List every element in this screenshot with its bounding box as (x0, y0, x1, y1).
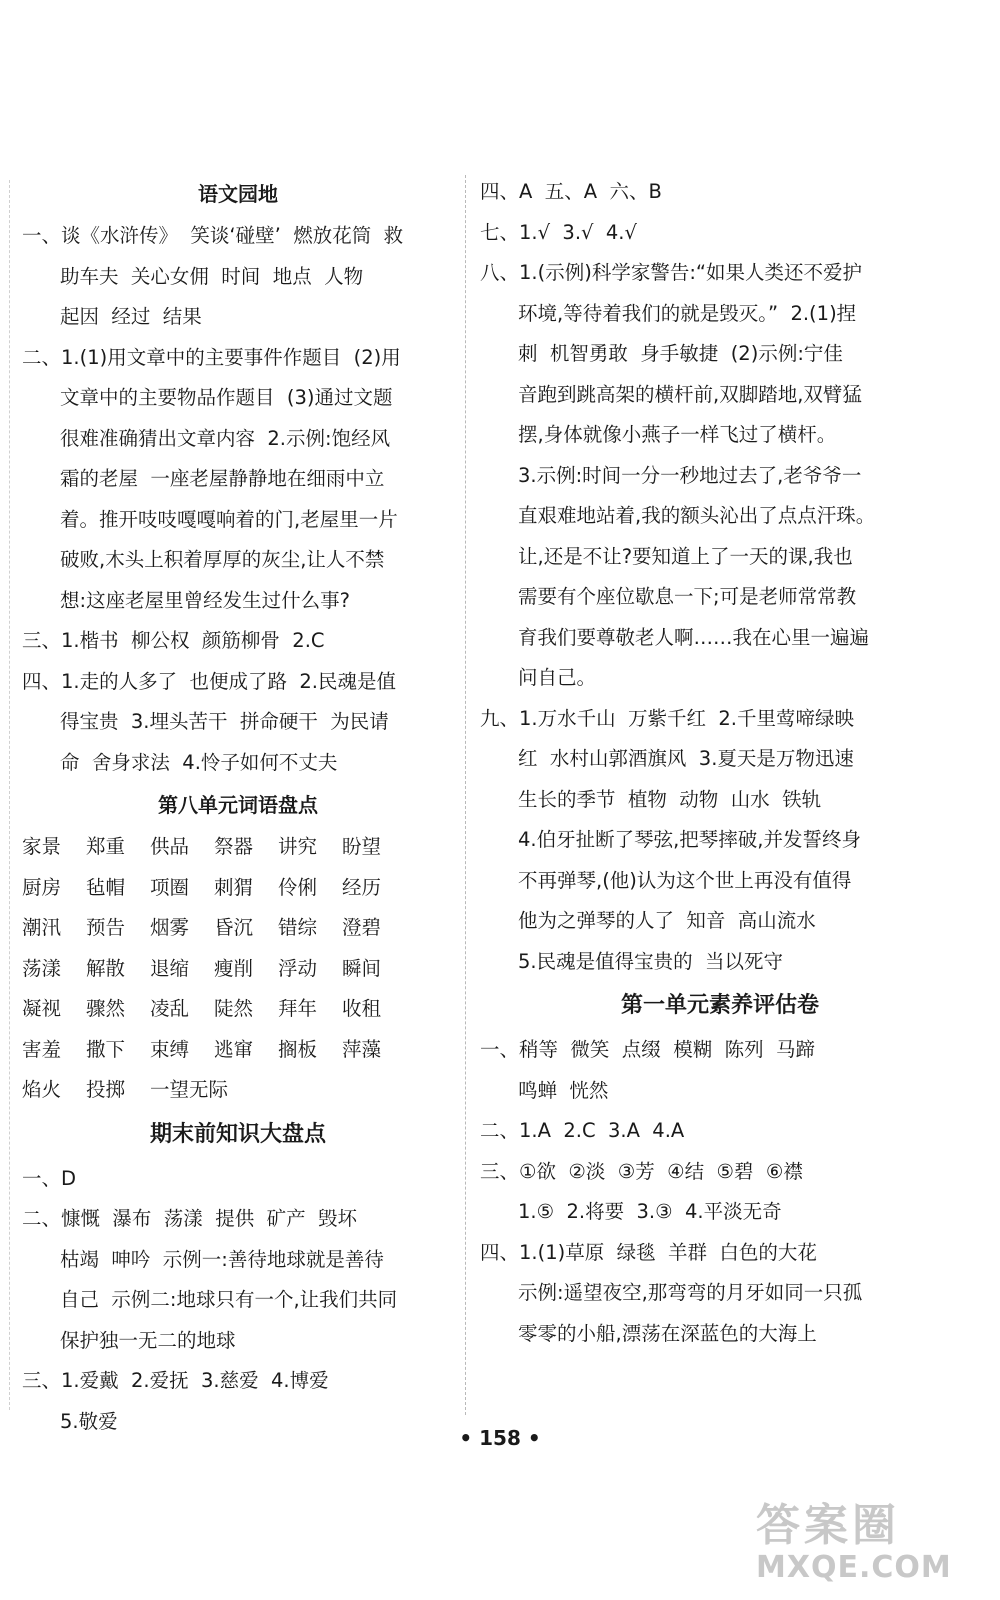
vocab-word: 伶俐 (278, 875, 318, 899)
answer-line: 零零的小船,漂荡在深蓝色的大海上 (518, 1321, 817, 1345)
answer-line: 着。推开吱吱嘎嘎响着的门,老屋里一片 (60, 507, 398, 531)
vocab-word: 家景 (22, 835, 62, 858)
vocab-word: 荡漾 (22, 956, 62, 980)
vocab-word: 盼望 (342, 835, 382, 858)
answer-line: 破败,木头上积着厚厚的灰尘,让人不禁 (60, 548, 385, 571)
vocab-word: 郑重 (86, 835, 126, 858)
answer-line: 四、A 五、A 六、B (480, 180, 662, 203)
vocab-word: 害羞 (22, 1037, 62, 1061)
answer-line: 八、1.(示例)科学家警告:“如果人类还不爱护 (480, 261, 862, 284)
answer-line: 他为之弹琴的人了 知音 高山流水 (518, 909, 816, 932)
section-heading-unit8-words: 第八单元词语盘点 (158, 793, 318, 817)
vocab-word: 解散 (86, 956, 126, 980)
vocab-word: 收租 (342, 997, 382, 1020)
answer-line: 保护独一无二的地球 (60, 1328, 236, 1352)
vocab-word: 逃窜 (214, 1037, 254, 1061)
answer-line: 1.⑤ 2.将要 3.③ 4.平淡无奇 (518, 1200, 782, 1223)
page-number: • 158 • (459, 1426, 541, 1450)
vocab-word: 浮动 (278, 956, 318, 980)
answer-line: 三、1.爱戴 2.爱抚 3.慈爱 4.博爱 (22, 1369, 329, 1392)
answer-line: 3.示例:时间一分一秒地过去了,老爷爷一 (518, 463, 862, 487)
answer-line: 一、谈《水浒传》 笑谈‘碰壁’ 燃放花筒 救 (22, 224, 404, 247)
answer-line: 问自己。 (518, 666, 597, 689)
word-row (22, 908, 454, 949)
vocab-word: 项圈 (150, 875, 190, 899)
answer-line: 一、D (22, 1166, 77, 1190)
answer-line: 霜的老屋 一座老屋静静地在细雨中立 (60, 467, 385, 490)
answer-line: 很难准确猜出文章内容 2.示例:饱经风 (60, 426, 391, 450)
vocab-word: 潮汛 (22, 916, 62, 939)
answer-line: 想:这座老屋里曾经发生过什么事? (60, 588, 350, 612)
vocab-word: 退缩 (150, 956, 190, 980)
vocab-word: 瞬间 (342, 956, 382, 980)
watermark-mark: 答案圈 (756, 1500, 900, 1551)
answer-line: 七、1.√ 3.√ 4.√ (480, 220, 637, 244)
vocab-word: 预告 (86, 916, 126, 939)
final-review-answers (22, 1159, 454, 1443)
section-heading-yuwen-yuandi: 语文园地 (198, 182, 278, 206)
vocab-word: 错综 (278, 916, 318, 939)
answer-line: 命 舍身求法 4.怜子如何不丈夫 (60, 750, 338, 774)
answer-line: 5.敬爱 (60, 1409, 118, 1433)
answer-line: 生长的季节 植物 动物 山水 铁轨 (518, 787, 822, 811)
answer-line: 四、1.(1)草原 绿毯 羊群 白色的大花 (480, 1240, 817, 1264)
word-row (22, 827, 454, 868)
answer-line: 摆,身体就像小燕子一样飞过了横杆。 (518, 423, 837, 446)
vocab-word: 祭器 (214, 835, 254, 858)
answer-line: 鸣蝉 恍然 (518, 1078, 609, 1102)
vocab-word: 投掷 (86, 1078, 126, 1101)
vocab-word: 供品 (150, 835, 190, 858)
answer-line: 需要有个座位歇息一下;可是老师常常教 (518, 585, 857, 608)
answer-line: 音跑到跳高架的横杆前,双脚踏地,双臂猛 (518, 382, 862, 406)
answer-line: 二、1.(1)用文章中的主要事件作题目 (2)用 (22, 345, 401, 369)
vocab-word: 毡帽 (86, 875, 126, 899)
answer-line: 四、1.走的人多了 也便成了路 2.民魂是值 (22, 669, 397, 693)
yuwen-yuandi-answers (22, 216, 454, 783)
section-heading-unit1-assessment: 第一单元素养评估卷 (620, 993, 819, 1018)
vocab-word: 刺猬 (214, 875, 254, 899)
answer-line: 二、1.A 2.C 3.A 4.A (480, 1119, 685, 1142)
answer-line: 育我们要尊敬老人啊……我在心里一遍遍 (518, 625, 870, 649)
vocab-word: 骤然 (86, 997, 126, 1020)
right-column (480, 172, 960, 1354)
answer-line: 环境,等待着我们的就是毁灭。” 2.(1)捏 (518, 301, 857, 325)
answer-line: 二、慷慨 瀑布 荡漾 提供 矿产 毁坏 (22, 1207, 357, 1230)
vocab-word: 陡然 (214, 997, 254, 1020)
vocab-word: 经历 (342, 875, 382, 899)
vocab-word: 萍藻 (342, 1037, 382, 1061)
answer-line: 自己 示例二:地球只有一个,让我们共同 (60, 1288, 398, 1311)
answer-line: 直艰难地站着,我的额头沁出了点点汗珠。 (518, 504, 876, 527)
answer-line: 三、①欲 ②淡 ③芳 ④结 ⑤碧 ⑥襟 (480, 1159, 803, 1183)
answer-line: 让,还是不让?要知道上了一天的课,我也 (518, 544, 853, 568)
vocab-word: 一望无际 (150, 1078, 229, 1101)
unit8-word-list (22, 827, 454, 1111)
word-row (22, 989, 454, 1030)
word-row (22, 868, 454, 909)
answer-line: 4.伯牙扯断了琴弦,把琴摔破,并发誓终身 (518, 828, 862, 851)
answer-line: 助车夫 关心女佣 时间 地点 人物 (60, 264, 364, 288)
section-heading-final-review: 期末前知识大盘点 (149, 1121, 326, 1147)
vocab-word: 拜年 (278, 997, 318, 1020)
answer-line: 三、1.楷书 柳公权 颜筋柳骨 2.C (22, 629, 325, 652)
answer-line: 刺 机智勇敢 身手敏捷 (2)示例:宁佳 (518, 342, 843, 365)
answer-line: 起因 经过 结果 (60, 305, 202, 328)
vocab-word: 撒下 (86, 1037, 126, 1061)
word-row (22, 1030, 454, 1071)
vocab-word: 讲究 (278, 835, 318, 858)
vocab-word: 搁板 (278, 1037, 318, 1061)
vocab-word: 凌乱 (150, 997, 190, 1020)
watermark-logo (756, 1500, 986, 1590)
vocab-word: 束缚 (150, 1037, 190, 1061)
answer-line: 示例:遥望夜空,那弯弯的月牙如同一只孤 (518, 1281, 863, 1304)
vocab-word: 昏沉 (214, 916, 254, 939)
answer-line: 一、稍等 微笑 点缀 模糊 陈列 马蹄 (480, 1038, 815, 1061)
answer-line: 红 水村山郭酒旗风 3.夏天是万物迅速 (518, 747, 854, 770)
left-column (22, 172, 454, 1442)
column-divider (465, 175, 466, 1415)
answer-line: 得宝贵 3.埋头苦干 拼命硬干 为民请 (60, 710, 389, 733)
watermark-text: MXQE.COM (756, 1550, 952, 1585)
answer-line: 5.民魂是值得宝贵的 当以死守 (518, 949, 784, 973)
answer-line: 文章中的主要物品作题目 (3)通过文题 (60, 386, 393, 409)
vocab-word: 焰火 (22, 1078, 62, 1101)
vocab-word: 瘦削 (214, 956, 254, 980)
vocab-word: 凝视 (22, 997, 62, 1020)
answer-line: 不再弹琴,(他)认为这个世上再没有值得 (518, 868, 852, 892)
left-margin-line (9, 180, 10, 1410)
continued-answers (480, 172, 960, 982)
word-row (22, 1070, 454, 1111)
unit1-assessment-answers (480, 1030, 960, 1354)
word-row (22, 949, 454, 990)
vocab-word: 澄碧 (342, 916, 382, 939)
answer-line: 九、1.万水千山 万紫千红 2.千里莺啼绿映 (480, 706, 855, 730)
answer-line: 枯竭 呻吟 示例一:善待地球就是善待 (60, 1247, 384, 1271)
vocab-word: 烟雾 (150, 916, 190, 939)
vocab-word: 厨房 (22, 875, 62, 899)
